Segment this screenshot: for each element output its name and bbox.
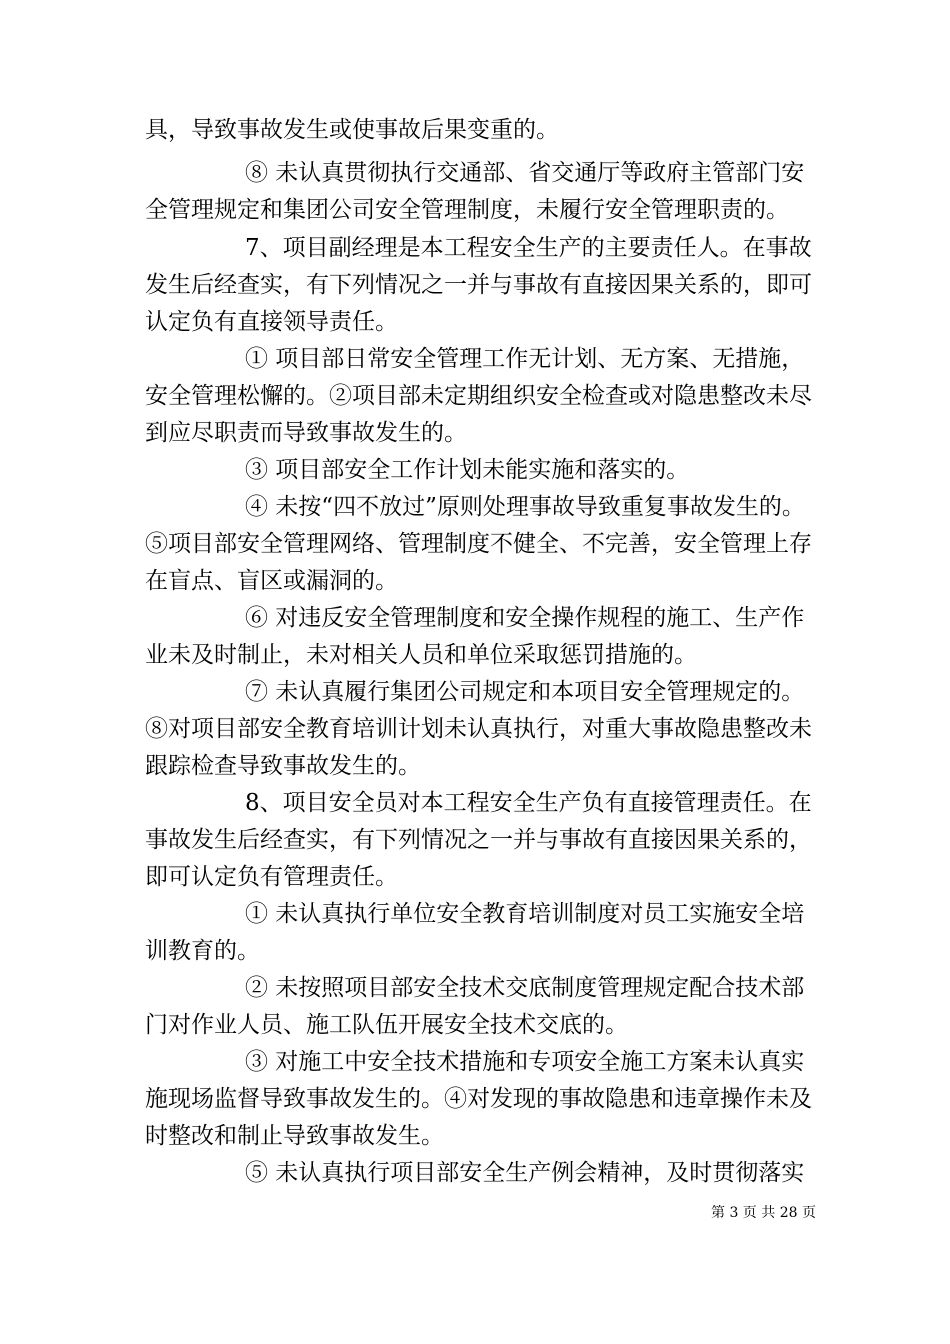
text-line-16: ⑦ 未认真履行集团公司规定和本项目安全管理规定的。 [245,679,805,705]
text-line-6: 认定负有直接领导责任。 [145,309,398,335]
text-line-8: 安全管理松懈的。②项目部未定期组织安全检查或对隐患整改未尽 [145,383,812,409]
text-line-3: 全管理规定和集团公司安全管理制度，未履行安全管理职责的。 [145,197,789,223]
text-line-27: 施现场监督导致事故发生的。④对发现的事故隐患和违章操作未及 [145,1086,812,1112]
text-line-2: ⑧ 未认真贯彻执行交通部、省交通厅等政府主管部门安 [245,160,805,186]
text-line-23: 训教育的。 [145,938,260,964]
text-line-13: 在盲点、盲区或漏洞的。 [145,568,398,594]
text-line-29: ⑤ 未认真执行项目部安全生产例会精神，及时贯彻落实 [245,1160,805,1186]
text-line-18: 跟踪检查导致事故发生的。 [145,753,421,779]
text-line-25: 门对作业人员、施工队伍开展安全技术交底的。 [145,1012,628,1038]
text-line-5: 发生后经查实，有下列情况之一并与事故有直接因果关系的，即可 [145,272,812,298]
text-line-20: 事故发生后经查实，有下列情况之一并与事故有直接因果关系的， [145,827,812,853]
text-line-15: 业未及时制止，未对相关人员和单位采取惩罚措施的。 [145,642,697,668]
text-line-26: ③ 对施工中安全技术措施和专项安全施工方案未认真实 [245,1049,805,1075]
text-line-28: 时整改和制止导致事故发生。 [145,1123,444,1149]
text-line-21: 即可认定负有管理责任。 [145,864,398,890]
page-number: 第 3 页 共 28 页 [711,1205,816,1221]
text-line-24: ② 未按照项目部安全技术交底制度管理规定配合技术部 [245,975,805,1001]
text-line-9: 到应尽职责而导致事故发生的。 [145,420,467,446]
text-line-19: 8、项目安全员对本工程安全生产负有直接管理责任。在 [245,790,812,816]
text-line-4: 7、项目副经理是本工程安全生产的主要责任人。在事故 [245,235,812,261]
text-line-10: ③ 项目部安全工作计划未能实施和落实的。 [245,457,690,483]
text-line-1: 具，导致事故发生或使事故后果变重的。 [145,117,559,143]
text-line-11: ④ 未按“四不放过”原则处理事故导致重复事故发生的。 [245,494,805,520]
text-line-22: ① 未认真执行单位安全教育培训制度对员工实施安全培 [245,901,805,927]
text-line-17: ⑧对项目部安全教育培训计划未认真执行，对重大事故隐患整改未 [145,716,812,742]
text-line-12: ⑤项目部安全管理网络、管理制度不健全、不完善，安全管理上存 [145,531,812,557]
text-line-7: ① 项目部日常安全管理工作无计划、无方案、无措施， [245,346,805,372]
text-line-14: ⑥ 对违反安全管理制度和安全操作规程的施工、生产作 [245,605,805,631]
